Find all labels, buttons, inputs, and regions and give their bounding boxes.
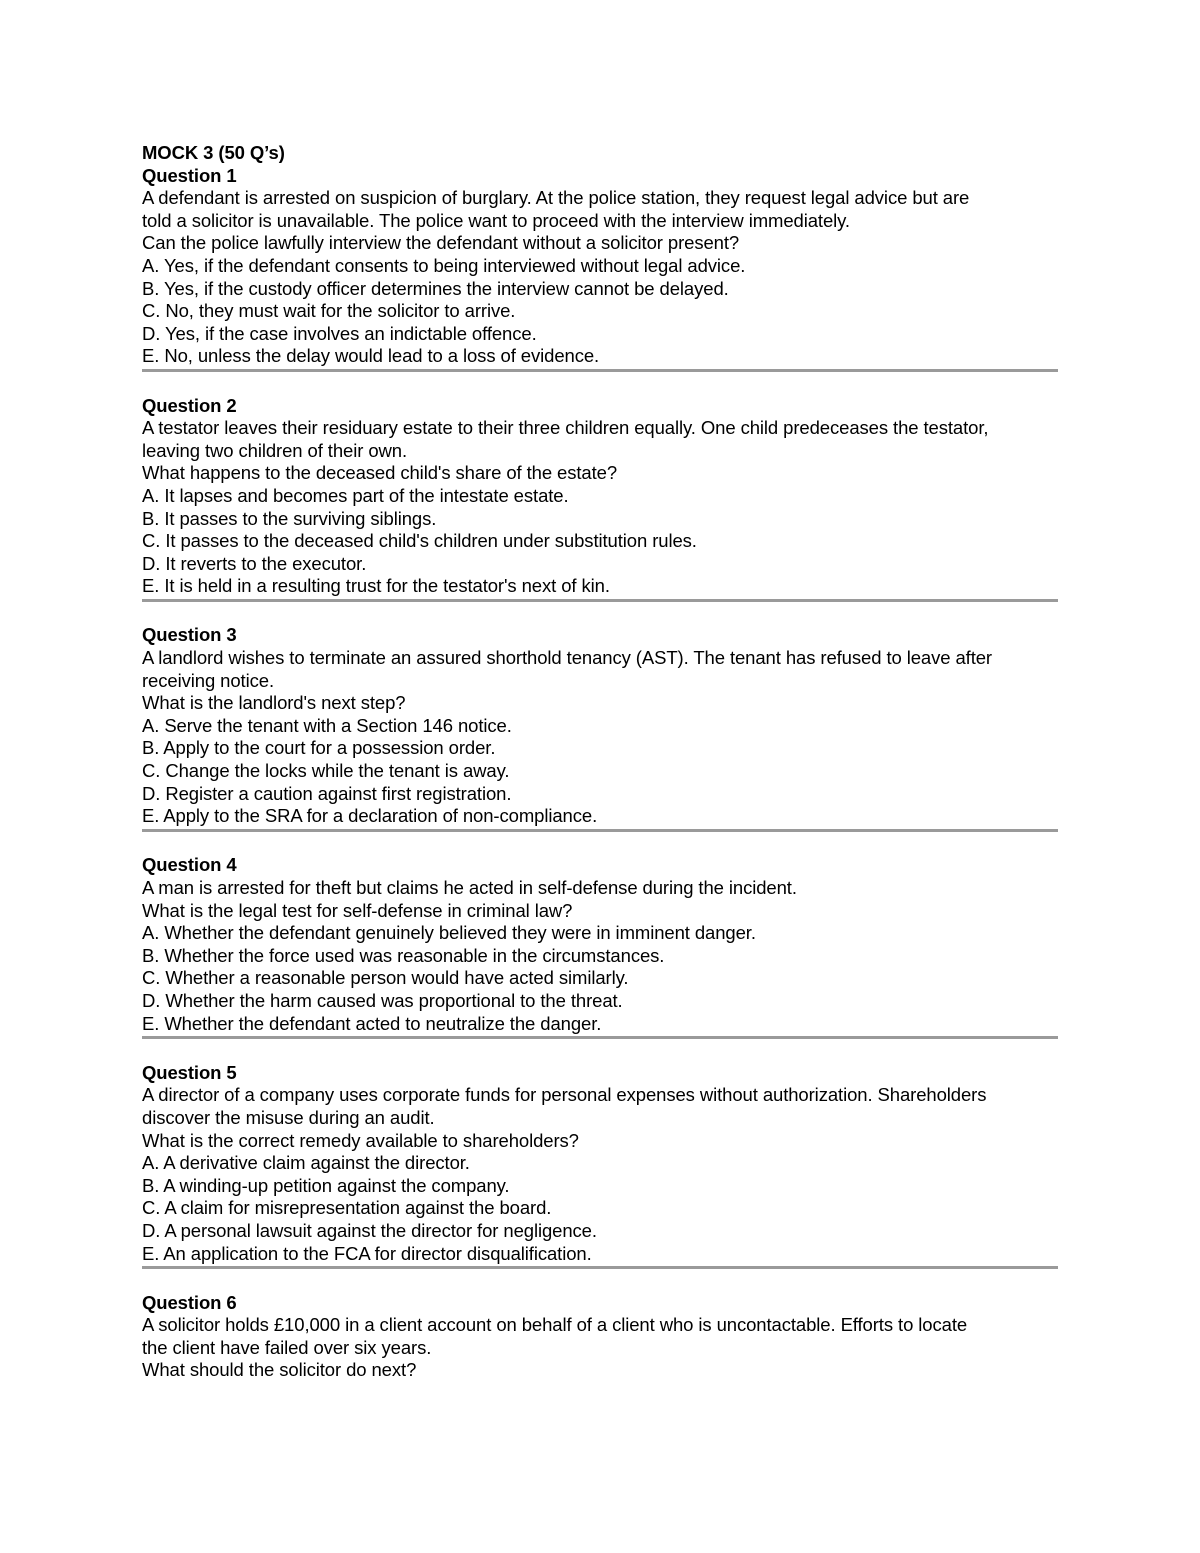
answer-option: A. It lapses and becomes part of the intestate estate.: [142, 484, 569, 506]
answer-option: E. An application to the FCA for director disqualification.: [142, 1242, 592, 1264]
answer-option: B. Yes, if the custody officer determines the interview cannot be delayed.: [142, 277, 729, 299]
question-prompt: What is the landlord's next step?: [142, 692, 406, 714]
answer-option: D. A personal lawsuit against the director for negligence.: [142, 1219, 597, 1241]
document-page: [142, 142, 1058, 1382]
question-stem-line: told a solicitor is unavailable. The police want to proceed with the interview immediately.: [142, 209, 850, 231]
question-divider: [142, 1266, 1058, 1269]
answer-option: A. A derivative claim against the director.: [142, 1152, 470, 1174]
answer-option: A. Yes, if the defendant consents to being interviewed without legal advice.: [142, 254, 746, 276]
question-stem-line: A man is arrested for theft but claims he acted in self-defense during the incident.: [142, 877, 797, 898]
answer-option: C. No, they must wait for the solicitor to arrive.: [142, 300, 516, 322]
answer-option: C. Whether a reasonable person would have acted similarly.: [142, 967, 629, 989]
answer-option: D. Register a caution against first registration.: [142, 782, 512, 804]
answer-option: E. Apply to the SRA for a declaration of non-compliance.: [142, 805, 598, 827]
answer-option: C. A claim for misrepresentation against the board.: [142, 1197, 552, 1219]
question-heading: Question 1: [142, 164, 237, 186]
question-stem-line: A testator leaves their residuary estate to their three children equally. One child predeceases the testator,: [142, 417, 989, 439]
question-block: [142, 165, 1058, 372]
question-heading: Question 6: [142, 1291, 237, 1313]
question-stem-line: A landlord wishes to terminate an assured shorthold tenancy (AST). The tenant has refused to leave after: [142, 647, 992, 669]
question-block: [142, 1292, 1058, 1382]
question-stem-line: A defendant is arrested on suspicion of burglary. At the police station, they request legal advice but are: [142, 187, 970, 209]
answer-option: A. Whether the defendant genuinely believed they were in imminent danger.: [142, 922, 756, 944]
question-heading: Question 4: [142, 854, 237, 876]
question-divider: [142, 1036, 1058, 1039]
question-prompt: What is the legal test for self-defense in criminal law?: [142, 899, 573, 921]
question-block: [142, 854, 1058, 1039]
answer-option: E. It is held in a resulting trust for the testator's next of kin.: [142, 575, 610, 597]
document-title: MOCK 3 (50 Q’s): [142, 142, 285, 163]
question-divider: [142, 829, 1058, 832]
question-prompt: Can the police lawfully interview the defendant without a solicitor present?: [142, 232, 740, 254]
answer-option: A. Serve the tenant with a Section 146 notice.: [142, 714, 512, 736]
answer-option: C. It passes to the deceased child's children under substitution rules.: [142, 530, 697, 552]
answer-option: B. It passes to the surviving siblings.: [142, 507, 437, 529]
question-heading: Question 5: [142, 1061, 237, 1083]
answer-option: E. Whether the defendant acted to neutralize the danger.: [142, 1012, 602, 1034]
question-stem-line: A solicitor holds £10,000 in a client account on behalf of a client who is uncontactable. Efforts to locate: [142, 1314, 968, 1336]
question-heading: Question 2: [142, 394, 237, 416]
question-stem-line: the client have failed over six years.: [142, 1336, 432, 1358]
question-block: [142, 395, 1058, 602]
question-divider: [142, 369, 1058, 372]
question-prompt: What is the correct remedy available to shareholders?: [142, 1129, 579, 1151]
answer-option: B. A winding-up petition against the company.: [142, 1174, 510, 1196]
question-block: [142, 624, 1058, 831]
question-stem-line: A director of a company uses corporate funds for personal expenses without authorization. Shareholders: [142, 1084, 987, 1106]
answer-option: B. Whether the force used was reasonable in the circumstances.: [142, 944, 665, 966]
question-prompt: What should the solicitor do next?: [142, 1359, 417, 1381]
question-divider: [142, 599, 1058, 602]
question-block: [142, 1062, 1058, 1269]
answer-option: D. Whether the harm caused was proportional to the threat.: [142, 989, 623, 1011]
question-heading: Question 3: [142, 624, 237, 646]
question-stem-line: receiving notice.: [142, 669, 274, 691]
answer-option: B. Apply to the court for a possession order.: [142, 737, 496, 759]
answer-option: C. Change the locks while the tenant is away.: [142, 760, 510, 782]
question-stem-line: leaving two children of their own.: [142, 439, 407, 461]
answer-option: D. Yes, if the case involves an indictable offence.: [142, 322, 537, 344]
question-stem-line: discover the misuse during an audit.: [142, 1106, 435, 1128]
question-prompt: What happens to the deceased child's share of the estate?: [142, 462, 618, 484]
answer-option: D. It reverts to the executor.: [142, 552, 367, 574]
answer-option: E. No, unless the delay would lead to a loss of evidence.: [142, 345, 600, 367]
